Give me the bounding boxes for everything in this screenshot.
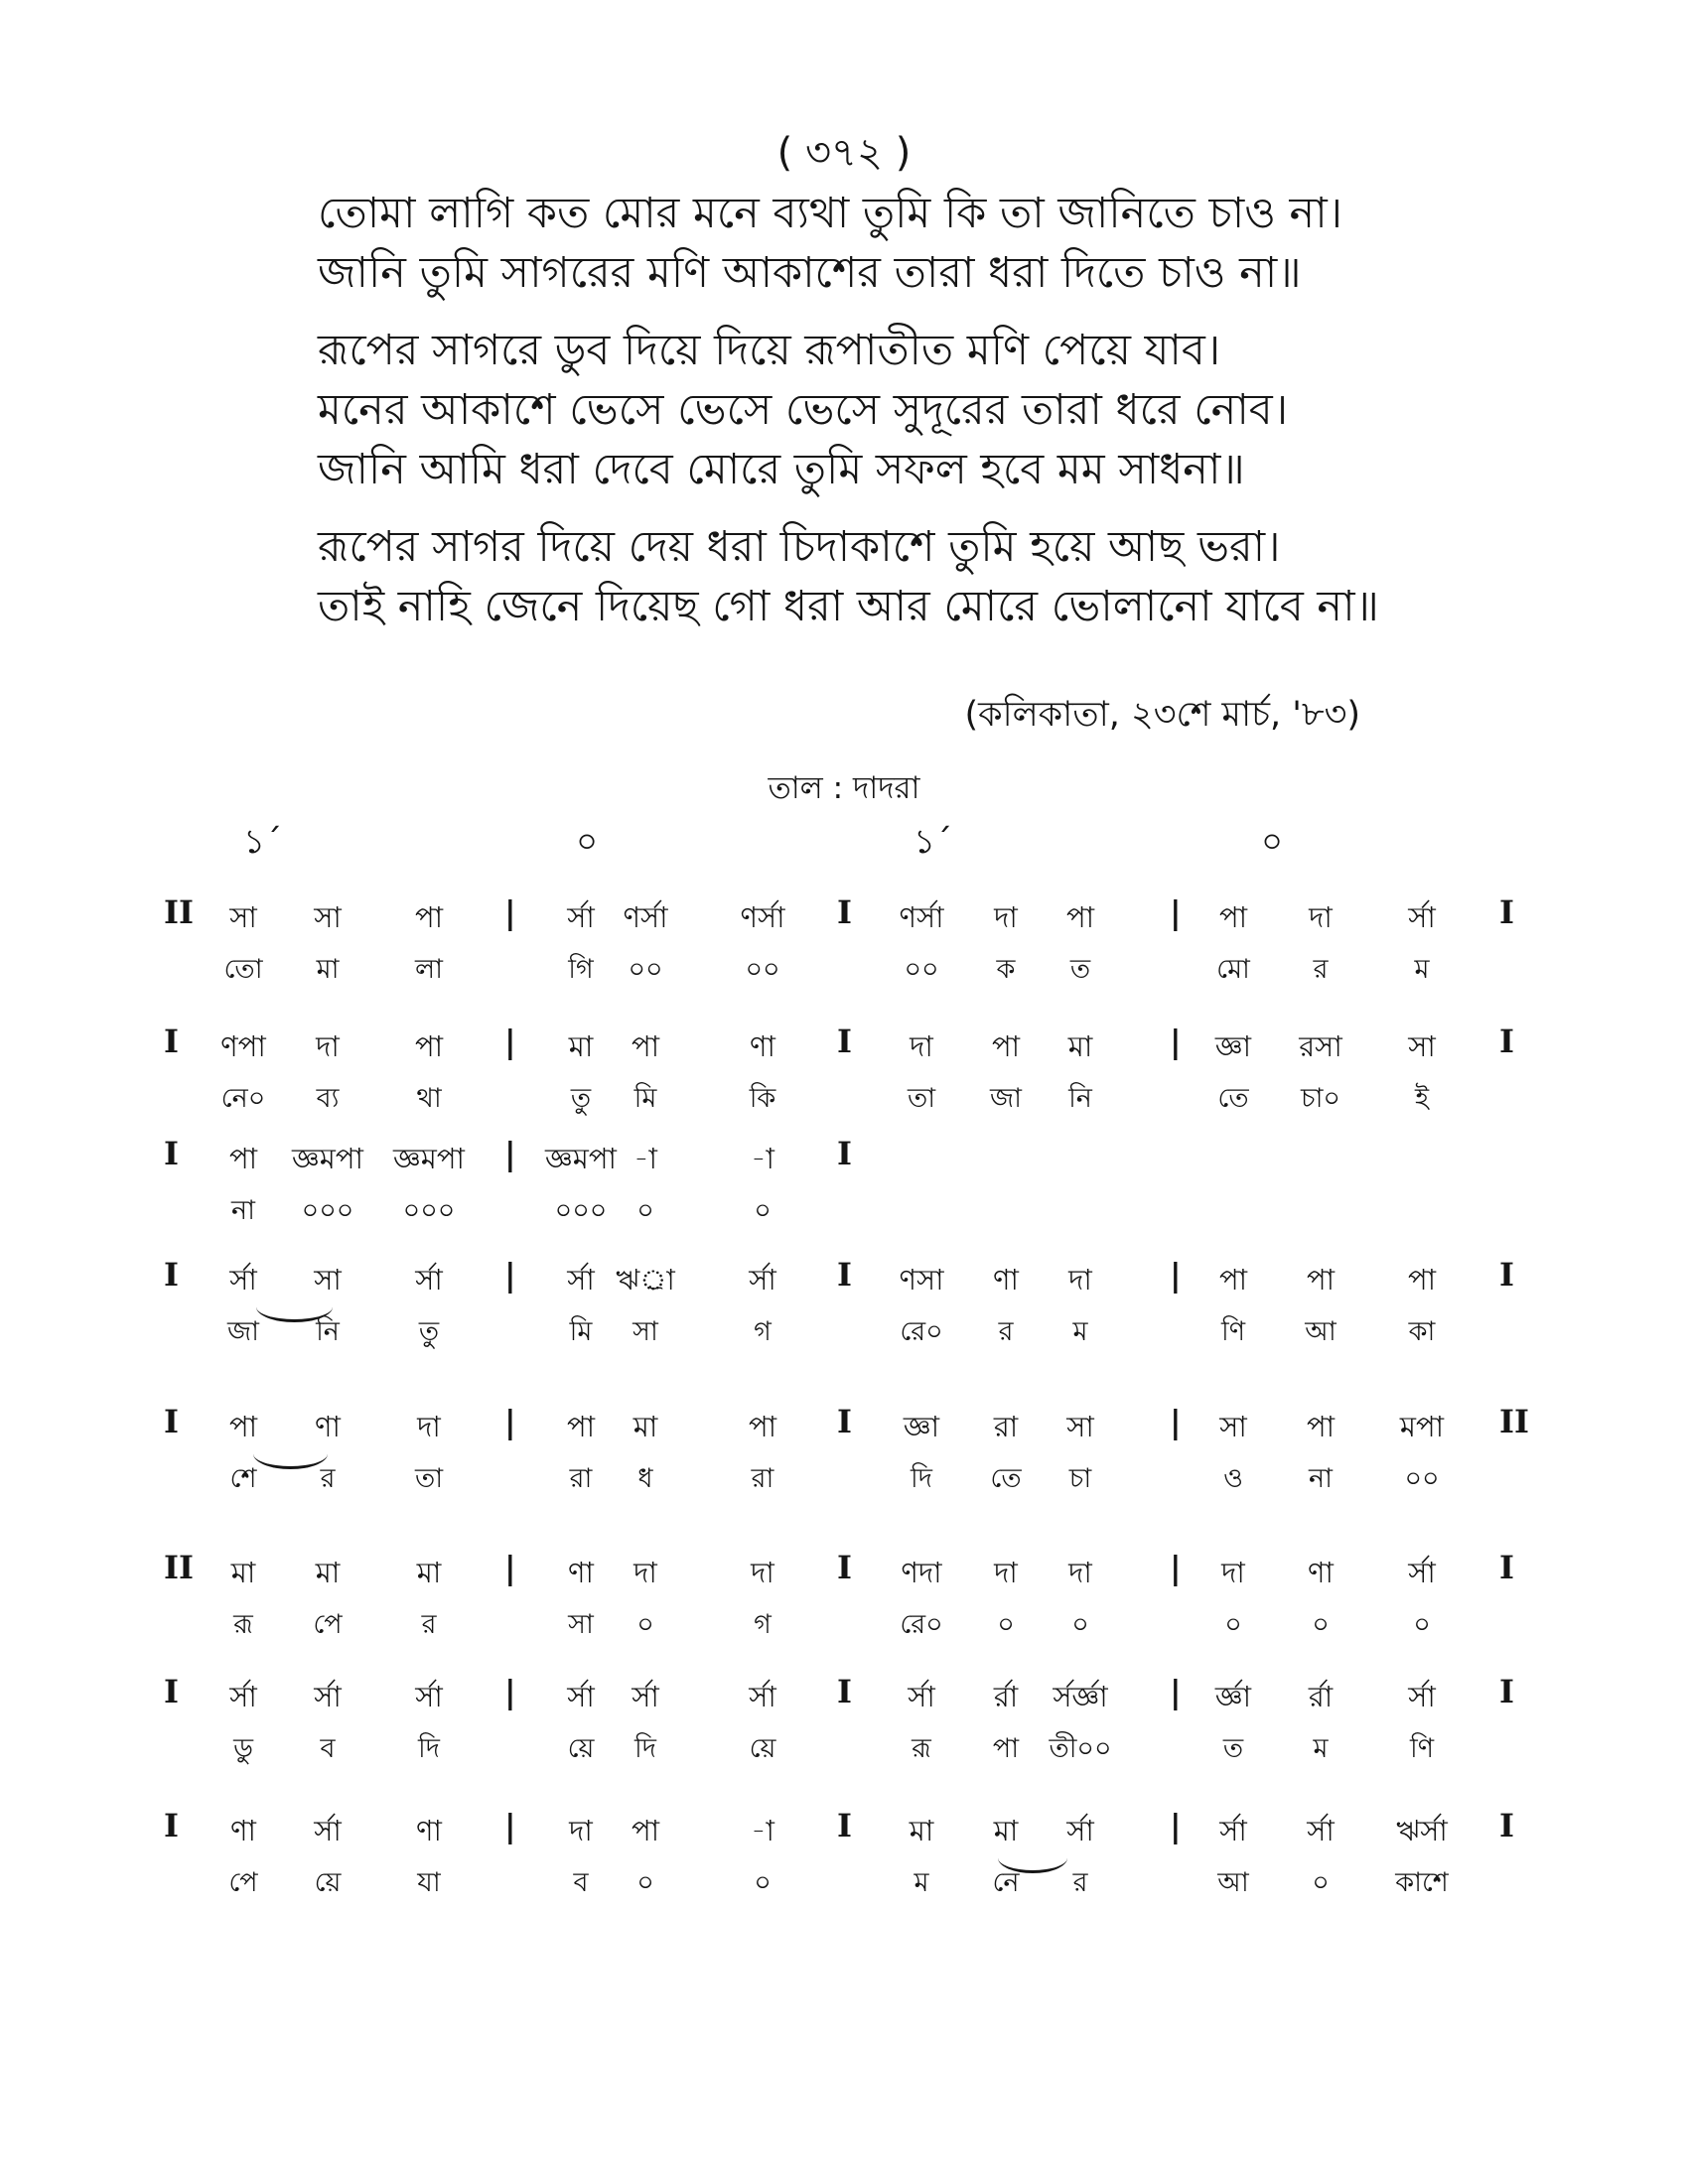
syllable-cell: য়ে bbox=[567, 1733, 595, 1764]
syllable-cell: পা bbox=[992, 1733, 1020, 1764]
note-cell: র্সা bbox=[1219, 1814, 1247, 1847]
syllable-cell: ও bbox=[1223, 1463, 1243, 1494]
syllable-cell: ম bbox=[914, 1867, 929, 1898]
note-cell: ণা bbox=[230, 1814, 256, 1847]
syllable-cell: তু bbox=[418, 1316, 440, 1347]
syllable-cell: রূ bbox=[233, 1609, 253, 1640]
note-cell: পা bbox=[1407, 1263, 1437, 1297]
bar-line: I bbox=[837, 1403, 852, 1440]
note-cell: র্জ্ঞা bbox=[1214, 1680, 1252, 1713]
bar-line: I bbox=[1499, 1023, 1514, 1060]
syllable-cell: তী০০ bbox=[1049, 1733, 1112, 1764]
bar-line: | bbox=[1170, 1807, 1182, 1844]
bar-line: I bbox=[164, 1256, 179, 1294]
syllable-cell: ০ bbox=[1413, 1609, 1431, 1640]
syllable-cell: মো bbox=[1216, 954, 1250, 985]
note-cell: ণা bbox=[315, 1410, 341, 1443]
lyric-line: তোমা লাগি কত মোর মনে ব্যথা তুমি কি তা জানিতে চাও না। bbox=[318, 189, 1343, 238]
note-cell: সা bbox=[314, 1263, 342, 1297]
syllable-cell: ডু bbox=[233, 1733, 253, 1764]
syllable-cell: রা bbox=[569, 1463, 593, 1494]
note-cell: পা bbox=[414, 900, 444, 934]
note-cell: পা bbox=[1306, 1410, 1336, 1443]
syllable-cell: র bbox=[1313, 954, 1329, 985]
note-cell: জ্ঞমপা bbox=[393, 1142, 465, 1175]
note-cell: দা bbox=[633, 1556, 657, 1589]
note-cell: পা bbox=[414, 1029, 444, 1063]
syllable-cell: চা০ bbox=[1301, 1083, 1340, 1114]
syllable-cell: ০ bbox=[997, 1609, 1015, 1640]
bar-line: I bbox=[1499, 1807, 1514, 1844]
bar-line: II bbox=[164, 893, 194, 931]
slur-mark bbox=[998, 1843, 1067, 1873]
bar-line: | bbox=[1170, 1549, 1182, 1586]
bar-line: | bbox=[504, 1673, 516, 1710]
slur-mark bbox=[256, 1292, 333, 1322]
note-cell: -া bbox=[751, 1142, 774, 1175]
note-cell: র্সা bbox=[632, 1680, 659, 1713]
lyrics-block bbox=[318, 184, 1589, 654]
bar-line: I bbox=[837, 1673, 852, 1710]
note-cell: ণর্সা bbox=[623, 900, 668, 934]
note-cell: পা bbox=[1306, 1263, 1336, 1297]
syllable-cell: ম bbox=[1313, 1733, 1329, 1764]
note-cell: ণদা bbox=[901, 1556, 942, 1589]
bar-line: I bbox=[164, 1135, 179, 1172]
syllable-cell: রূ bbox=[912, 1733, 931, 1764]
note-cell: মা bbox=[230, 1556, 256, 1589]
syllable-cell: কা bbox=[1408, 1316, 1436, 1347]
syllable-cell: ০০ bbox=[1404, 1463, 1440, 1494]
note-cell: জ্ঞা bbox=[903, 1410, 940, 1443]
bar-line: | bbox=[1170, 1403, 1182, 1440]
syllable-cell: থা bbox=[416, 1083, 442, 1114]
lyric-line: রূপের সাগর দিয়ে দেয় ধরা চিদাকাশে তুমি হয়ে আছ ভরা। bbox=[318, 522, 1281, 572]
note-cell: -া bbox=[751, 1814, 774, 1847]
bar-line: | bbox=[504, 1135, 516, 1172]
bar-line: II bbox=[164, 1549, 194, 1586]
syllable-cell: আ bbox=[1305, 1316, 1336, 1347]
syllable-cell: ০ bbox=[636, 1609, 654, 1640]
note-cell: মা bbox=[568, 1029, 594, 1063]
slur-mark bbox=[253, 1438, 328, 1469]
note-cell: র্সা bbox=[229, 1263, 257, 1297]
note-cell: র্সা bbox=[415, 1680, 443, 1713]
note-cell: র্সা bbox=[749, 1263, 776, 1297]
bar-line: I bbox=[164, 1023, 179, 1060]
bar-line: I bbox=[837, 1256, 852, 1294]
syllable-cell: ০ bbox=[1224, 1609, 1242, 1640]
note-cell: পা bbox=[631, 1814, 660, 1847]
syllable-cell: ত bbox=[1069, 954, 1091, 985]
note-cell: মা bbox=[315, 1556, 341, 1589]
bar-line: I bbox=[837, 1807, 852, 1844]
note-cell: মা bbox=[1067, 1029, 1093, 1063]
note-cell: দা bbox=[316, 1029, 340, 1063]
bar-line: | bbox=[1170, 1673, 1182, 1710]
syllable-cell: ০ bbox=[636, 1195, 654, 1226]
date-note: (কলিকাতা, ২৩শে মার্চ, '৮৩) bbox=[964, 695, 1360, 735]
note-cell: ণা bbox=[416, 1814, 442, 1847]
syllable-cell: ০ bbox=[1312, 1609, 1330, 1640]
syllable-cell: সা bbox=[568, 1609, 594, 1640]
bar-line: I bbox=[1499, 1256, 1514, 1294]
note-cell: দা bbox=[569, 1814, 593, 1847]
note-cell: জ্ঞমপা bbox=[545, 1142, 617, 1175]
note-cell: র্সা bbox=[567, 1263, 595, 1297]
syllable-cell: র bbox=[1072, 1867, 1088, 1898]
note-cell: -া bbox=[633, 1142, 657, 1175]
tala-heading: তাল : দাদরা bbox=[768, 770, 920, 806]
syllable-cell: ধ bbox=[637, 1463, 653, 1494]
note-cell: মা bbox=[993, 1814, 1019, 1847]
syllable-cell: তু bbox=[570, 1083, 592, 1114]
syllable-cell: ০ bbox=[754, 1867, 772, 1898]
note-cell: র্রা bbox=[1308, 1680, 1334, 1713]
bar-line: I bbox=[837, 893, 852, 931]
note-cell: র্সা bbox=[908, 1680, 935, 1713]
note-cell: র্সর্জ্ঞা bbox=[1053, 1680, 1108, 1713]
syllable-cell: ০ bbox=[1071, 1609, 1089, 1640]
note-cell: সা bbox=[1066, 1410, 1094, 1443]
syllable-cell: তা bbox=[907, 1083, 936, 1114]
bar-line: | bbox=[1170, 1256, 1182, 1294]
syllable-cell: পে bbox=[313, 1609, 343, 1640]
syllable-cell: চা bbox=[1068, 1463, 1092, 1494]
syllable-cell: জা bbox=[990, 1083, 1022, 1114]
note-cell: সা bbox=[1219, 1410, 1247, 1443]
syllable-cell: ই bbox=[1414, 1083, 1430, 1114]
note-cell: র্সা bbox=[229, 1680, 257, 1713]
lyric-line: জানি আমি ধরা দেবে মোরে তুমি সফল হবে মম সাধনা॥ bbox=[318, 445, 1245, 494]
note-cell: পা bbox=[228, 1142, 258, 1175]
syllable-cell: নি bbox=[1068, 1083, 1092, 1114]
note-cell: পা bbox=[1065, 900, 1095, 934]
syllable-cell: ০ bbox=[636, 1867, 654, 1898]
note-cell: মা bbox=[909, 1814, 934, 1847]
bar-line: | bbox=[504, 1256, 516, 1294]
bar-line: I bbox=[837, 1023, 852, 1060]
note-cell: সা bbox=[1408, 1029, 1436, 1063]
note-cell: রা bbox=[993, 1410, 1019, 1443]
note-cell: র্সা bbox=[314, 1680, 342, 1713]
lyric-line: রূপের সাগরে ডুব দিয়ে দিয়ে রূপাতীত মণি পেয়ে যাব। bbox=[318, 326, 1221, 375]
beat-mark: ০ bbox=[576, 822, 599, 862]
note-cell: ণর্সা bbox=[740, 900, 785, 934]
note-cell: সা bbox=[314, 900, 342, 934]
note-cell: দা bbox=[1221, 1556, 1245, 1589]
note-cell: ঋর্া bbox=[616, 1263, 675, 1297]
note-cell: পা bbox=[631, 1029, 660, 1063]
syllable-cell: তে bbox=[990, 1463, 1022, 1494]
syllable-cell: রা bbox=[751, 1463, 774, 1494]
note-cell: র্সা bbox=[567, 1680, 595, 1713]
note-cell: ণা bbox=[568, 1556, 594, 1589]
bar-line: | bbox=[504, 1023, 516, 1060]
syllable-cell: ০ bbox=[1312, 1867, 1330, 1898]
note-cell: পা bbox=[1218, 1263, 1248, 1297]
note-cell: দা bbox=[994, 900, 1018, 934]
bar-line: I bbox=[164, 1807, 179, 1844]
bar-line: | bbox=[504, 1403, 516, 1440]
page-number: ( ৩৭২ ) bbox=[776, 130, 912, 176]
syllable-cell: ০ bbox=[754, 1195, 772, 1226]
note-cell: মপা bbox=[1399, 1410, 1445, 1443]
notation-line bbox=[0, 1807, 1688, 1926]
note-cell: ণসা bbox=[899, 1263, 944, 1297]
syllable-cell: লা bbox=[415, 954, 443, 985]
note-cell: দা bbox=[910, 1029, 933, 1063]
syllable-cell: যা bbox=[417, 1867, 441, 1898]
bar-line: | bbox=[504, 1549, 516, 1586]
lyric-line: জানি তুমি সাগরের মণি আকাশের তারা ধরা দিতে চাও না॥ bbox=[318, 248, 1302, 298]
syllable-cell: রে০ bbox=[900, 1609, 943, 1640]
bar-line: I bbox=[837, 1549, 852, 1586]
syllable-cell: তে bbox=[1217, 1083, 1249, 1114]
syllable-cell: নে০ bbox=[220, 1083, 266, 1114]
lyric-line: তাই নাহি জেনে দিয়েছ গো ধরা আর মোরে ভোলানো যাবে না॥ bbox=[318, 582, 1379, 631]
note-cell: দা bbox=[1068, 1556, 1092, 1589]
bar-line: | bbox=[504, 893, 516, 931]
lyric-line: মনের আকাশে ভেসে ভেসে ভেসে সুদূরের তারা ধরে নোব। bbox=[318, 385, 1289, 435]
syllable-cell: ম bbox=[1072, 1316, 1088, 1347]
syllable-cell: শে bbox=[229, 1463, 257, 1494]
syllable-cell: ক bbox=[996, 954, 1016, 985]
lyrics-stanza bbox=[318, 184, 1589, 303]
note-cell: দা bbox=[751, 1556, 774, 1589]
bar-line: I bbox=[1499, 893, 1514, 931]
note-cell: পা bbox=[228, 1410, 258, 1443]
note-cell: র্সা bbox=[1307, 1814, 1335, 1847]
syllable-cell: মি bbox=[569, 1316, 593, 1347]
syllable-cell: মা bbox=[316, 954, 340, 985]
note-cell: পা bbox=[748, 1410, 777, 1443]
syllable-cell: পে bbox=[228, 1867, 258, 1898]
syllable-cell: দি bbox=[418, 1733, 440, 1764]
syllable-cell: ণি bbox=[1409, 1733, 1435, 1764]
note-cell: দা bbox=[1309, 900, 1333, 934]
note-cell: জ্ঞা bbox=[1214, 1029, 1252, 1063]
syllable-cell: ০০০ bbox=[402, 1195, 456, 1226]
syllable-cell: রে০ bbox=[900, 1316, 943, 1347]
syllable-cell: দি bbox=[634, 1733, 656, 1764]
note-cell: পা bbox=[566, 1410, 596, 1443]
syllable-cell: র bbox=[320, 1463, 336, 1494]
syllable-cell: কাশে bbox=[1395, 1867, 1449, 1898]
notation-line bbox=[0, 893, 1688, 1013]
beat-mark: ১´ bbox=[914, 822, 953, 862]
syllable-cell: গ bbox=[754, 1609, 772, 1640]
notation-line bbox=[0, 1256, 1688, 1375]
note-cell: র্সা bbox=[567, 900, 595, 934]
beat-mark: ১´ bbox=[243, 822, 283, 862]
beat-mark: ০ bbox=[1261, 822, 1284, 862]
note-cell: ঋর্সা bbox=[1396, 1814, 1448, 1847]
note-cell: র্রা bbox=[993, 1680, 1019, 1713]
syllable-cell: তো bbox=[223, 954, 263, 985]
note-cell: ণা bbox=[993, 1263, 1019, 1297]
note-cell: র্সা bbox=[415, 1263, 443, 1297]
note-cell: ণা bbox=[1308, 1556, 1334, 1589]
bar-line: I bbox=[837, 1135, 852, 1172]
note-cell: পা bbox=[1218, 900, 1248, 934]
syllable-cell: নি bbox=[316, 1316, 340, 1347]
note-cell: মা bbox=[416, 1556, 442, 1589]
note-cell: জ্ঞমপা bbox=[292, 1142, 363, 1175]
syllable-cell: গ bbox=[754, 1316, 772, 1347]
bar-line: II bbox=[1499, 1403, 1529, 1440]
bar-line: I bbox=[1499, 1549, 1514, 1586]
bar-line: I bbox=[164, 1403, 179, 1440]
notation-line bbox=[0, 1549, 1688, 1668]
syllable-cell: নে bbox=[992, 1867, 1020, 1898]
note-cell: পা bbox=[991, 1029, 1021, 1063]
syllable-cell: ম bbox=[1414, 954, 1430, 985]
syllable-cell: ব bbox=[320, 1733, 336, 1764]
syllable-cell: ০০ bbox=[745, 954, 780, 985]
syllable-cell: ত bbox=[1222, 1733, 1244, 1764]
syllable-cell: না bbox=[231, 1195, 255, 1226]
syllable-cell: ণি bbox=[1220, 1316, 1246, 1347]
notation-line bbox=[0, 1403, 1688, 1522]
syllable-cell: দি bbox=[911, 1463, 932, 1494]
syllable-cell: ব bbox=[573, 1867, 589, 1898]
bar-line: | bbox=[504, 1807, 516, 1844]
bar-line: I bbox=[1499, 1673, 1514, 1710]
note-cell: ণা bbox=[750, 1029, 775, 1063]
syllable-cell: ০০ bbox=[628, 954, 663, 985]
note-cell: দা bbox=[994, 1556, 1018, 1589]
note-cell: র্সা bbox=[749, 1680, 776, 1713]
syllable-cell: মি bbox=[633, 1083, 657, 1114]
syllable-cell: ব্য bbox=[316, 1083, 340, 1114]
note-cell: সা bbox=[229, 900, 257, 934]
bar-line: | bbox=[1170, 893, 1182, 931]
note-cell: দা bbox=[1068, 1263, 1092, 1297]
note-cell: র্সা bbox=[1408, 900, 1436, 934]
syllable-cell: র bbox=[421, 1609, 437, 1640]
note-cell: র্সা bbox=[1066, 1814, 1094, 1847]
syllable-cell: আ bbox=[1217, 1867, 1249, 1898]
note-cell: রসা bbox=[1299, 1029, 1342, 1063]
syllable-cell: র bbox=[998, 1316, 1014, 1347]
syllable-cell: সা bbox=[633, 1316, 658, 1347]
bar-line: I bbox=[164, 1673, 179, 1710]
note-cell: মা bbox=[633, 1410, 658, 1443]
syllable-cell: ০০০ bbox=[554, 1195, 608, 1226]
notation-line bbox=[0, 1135, 1688, 1254]
note-cell: র্সা bbox=[314, 1814, 342, 1847]
syllable-cell: কি bbox=[749, 1083, 776, 1114]
note-cell: র্সা bbox=[1408, 1556, 1436, 1589]
syllable-cell: ০০ bbox=[904, 954, 939, 985]
lyrics-stanza bbox=[318, 517, 1589, 636]
syllable-cell: য়ে bbox=[314, 1867, 342, 1898]
syllable-cell: জা bbox=[227, 1316, 259, 1347]
syllable-cell: তা bbox=[414, 1463, 444, 1494]
syllable-cell: য়ে bbox=[749, 1733, 776, 1764]
note-cell: র্সা bbox=[1408, 1680, 1436, 1713]
syllable-cell: না bbox=[1309, 1463, 1333, 1494]
notation-line bbox=[0, 1023, 1688, 1142]
lyrics-stanza bbox=[318, 321, 1589, 499]
note-cell: ণপা bbox=[220, 1029, 266, 1063]
note-cell: দা bbox=[417, 1410, 441, 1443]
syllable-cell: গি bbox=[568, 954, 594, 985]
notation-line bbox=[0, 1673, 1688, 1792]
syllable-cell: ০০০ bbox=[301, 1195, 354, 1226]
bar-line: | bbox=[1170, 1023, 1182, 1060]
note-cell: ণর্সা bbox=[899, 900, 944, 934]
